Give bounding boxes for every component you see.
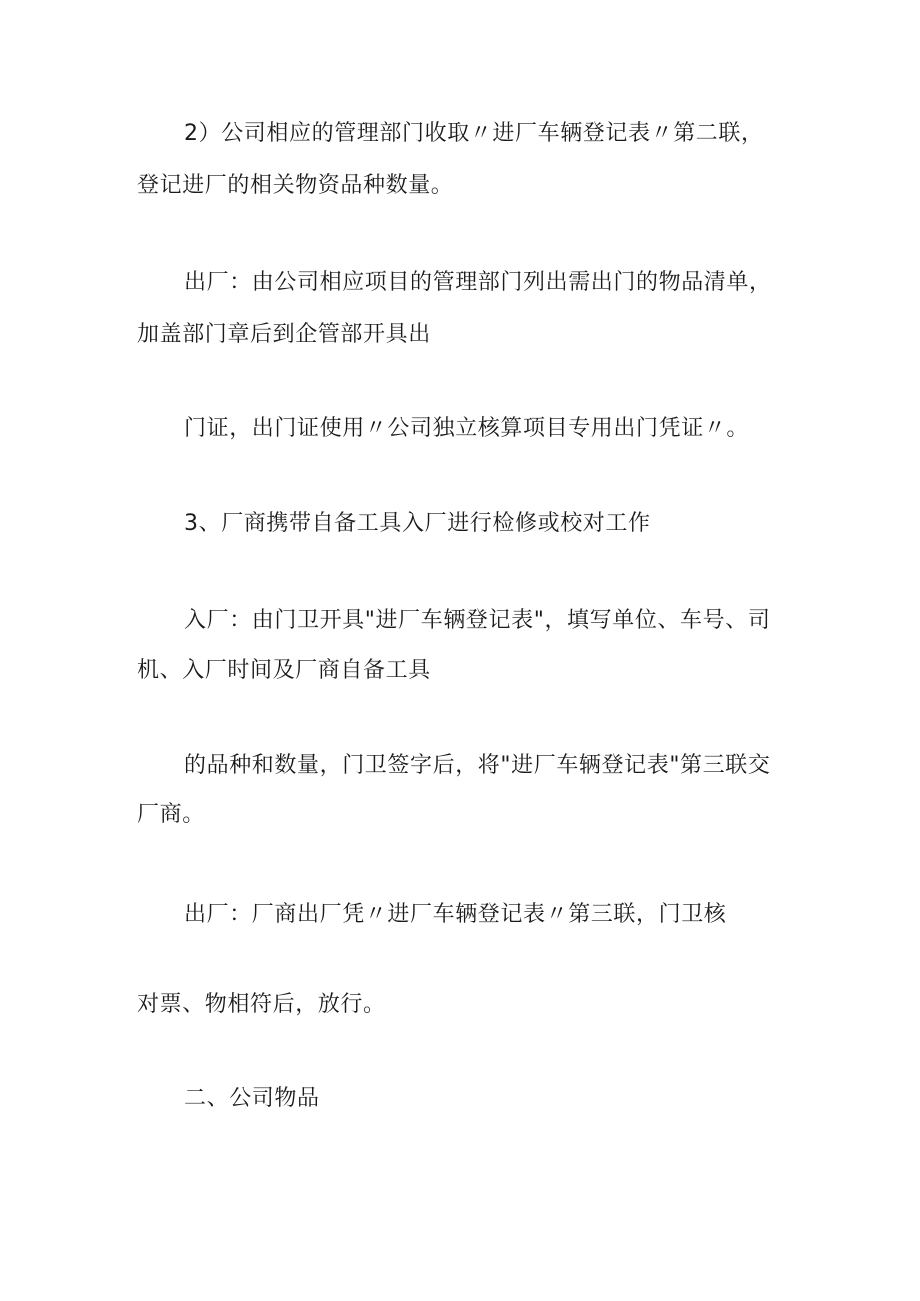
paragraph-line: 加盖部门章后到企管部开具出 [137,322,431,347]
paragraph-line: 厂商。 [137,802,205,827]
paragraph-line: 的品种和数量，门卫签字后，将"进厂车辆登记表"第三联交 [184,753,771,778]
paragraph-line: 入厂：由门卫开具"进厂车辆登记表"，填写单位、车号、司 [184,608,771,633]
paragraph-line: 机、入厂时间及厂商自备工具 [137,658,431,683]
paragraph-line: 对票、物相符后，放行。 [137,992,386,1017]
paragraph-line: 门证，出门证使用〃公司独立核算项目专用出门凭证〃。 [184,416,750,441]
section-heading: 3、厂商携带自备工具入厂进行检修或校对工作 [184,511,651,536]
paragraph-line: 2）公司相应的管理部门收取〃进厂车辆登记表〃第二联， [184,121,764,146]
section-heading: 二、公司物品 [184,1086,320,1111]
paragraph-line: 登记进厂的相关物资品种数量。 [137,173,454,198]
paragraph-line: 出厂：厂商出厂凭〃进厂车辆登记表〃第三联，门卫核 [184,902,727,927]
paragraph-line: 出厂：由公司相应项目的管理部门列出需出门的物品清单， [184,270,772,295]
